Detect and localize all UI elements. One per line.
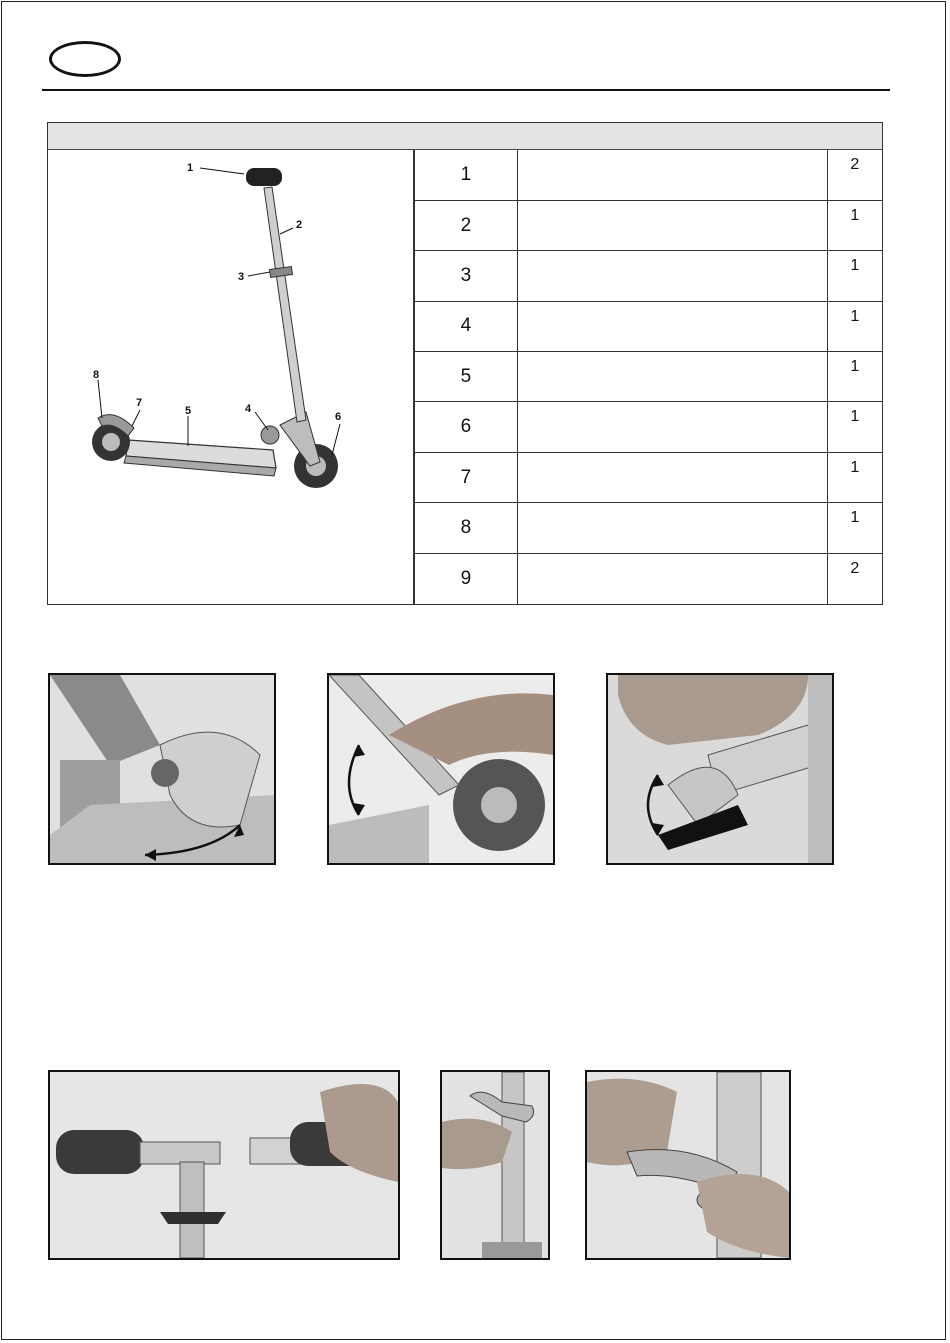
part-number: 1	[415, 150, 518, 200]
callout-1: 1	[187, 162, 194, 174]
part-description	[517, 150, 827, 200]
table-row	[415, 452, 883, 502]
part-description	[517, 200, 827, 250]
callout-7: 7	[136, 397, 143, 409]
part-quantity: 1	[827, 402, 882, 452]
part-quantity: 1	[827, 452, 882, 502]
scooter-diagram	[48, 150, 414, 604]
photo-fold-stem	[327, 673, 555, 865]
part-description	[517, 452, 827, 502]
scooter-illustration	[48, 150, 414, 604]
part-quantity: 2	[827, 553, 882, 603]
part-quantity: 1	[827, 200, 882, 250]
part-number: 8	[415, 503, 518, 553]
callout-5: 5	[185, 405, 192, 417]
part-description	[517, 553, 827, 603]
part-description	[517, 301, 827, 351]
part-quantity: 1	[827, 301, 882, 351]
photo-rear-brake	[606, 673, 834, 865]
callout-2: 2	[296, 219, 303, 231]
photo-folding-latch	[48, 673, 276, 865]
photo-tighten-clamp	[585, 1070, 791, 1260]
callout-3: 3	[238, 271, 245, 283]
table-row	[415, 402, 883, 452]
part-description	[517, 503, 827, 553]
part-number: 3	[415, 251, 518, 301]
callout-4: 4	[245, 403, 252, 415]
part-number: 5	[415, 352, 518, 402]
parts-list-box	[47, 122, 883, 605]
photo-height-clamp	[440, 1070, 550, 1260]
table-row	[415, 150, 883, 200]
parts-header-bar	[48, 123, 882, 150]
callout-8: 8	[93, 369, 100, 381]
part-quantity: 1	[827, 503, 882, 553]
table-row	[415, 352, 883, 402]
part-description	[517, 402, 827, 452]
header-rule	[42, 89, 890, 91]
language-badge	[49, 41, 121, 77]
part-quantity: 1	[827, 251, 882, 301]
table-row	[415, 301, 883, 351]
callout-6: 6	[335, 411, 342, 423]
part-description	[517, 251, 827, 301]
part-number: 2	[415, 200, 518, 250]
table-row	[415, 200, 883, 250]
part-number: 6	[415, 402, 518, 452]
part-quantity: 2	[827, 150, 882, 200]
parts-table	[414, 150, 882, 604]
part-number: 9	[415, 553, 518, 603]
part-description	[517, 352, 827, 402]
part-number: 4	[415, 301, 518, 351]
photo-handlebar-grips	[48, 1070, 400, 1260]
table-row	[415, 503, 883, 553]
part-number: 7	[415, 452, 518, 502]
table-row	[415, 553, 883, 603]
table-row	[415, 251, 883, 301]
part-quantity: 1	[827, 352, 882, 402]
